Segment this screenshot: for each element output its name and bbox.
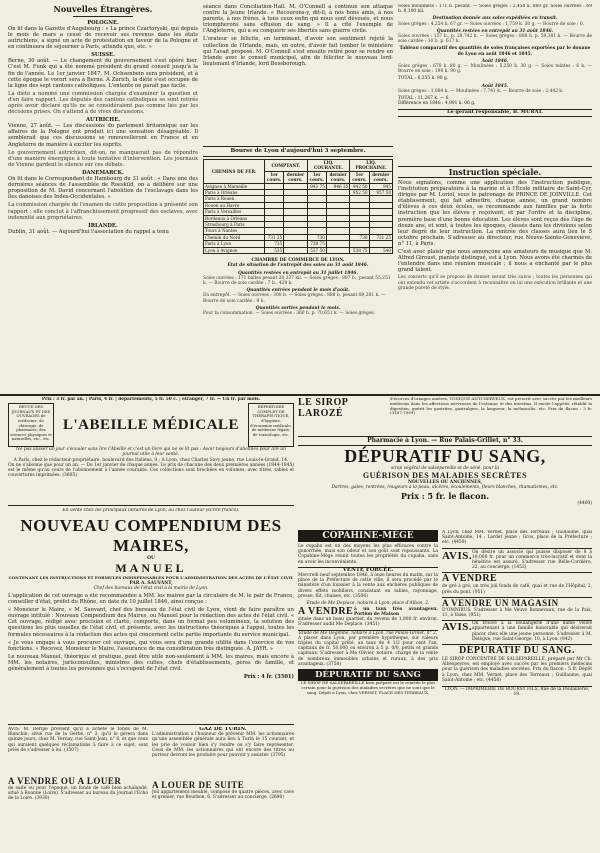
bourse-block	[203, 146, 393, 392]
compendium-text3: « Je vous engage à vous procurer cet ouvrage, qui vous sera d'une grande utilité dans l'exercice de vos fonctions. « Recevez, Monsieur le Maire, l'assurance de ma considération très distinguée. A. JAYR. »	[8, 639, 294, 652]
bourse-cell: 942 50	[350, 183, 369, 189]
vendre-louer-ad	[8, 776, 148, 846]
louer-suite-title: A LOUER DE SUITE	[152, 780, 245, 790]
compendium-ou: OU	[147, 556, 155, 562]
deripe-text: AVIS. M. Deripe prévient qu'il a acheté le fonds de M. Blanchin, situé rue de la Gerbe, n° 3, qu'il le gérera dans quinze jours, chez M. Vernay, rue Saint-Jean, n° 6, et que ceux qui auraient quelques réclamations à faire à ce sujet, sont priés de s'adresser à lui. (1507)	[8, 727, 148, 753]
section-text: On lit dans la Gazette d'Augsbourg : « La prince Czartoryski, qui depuis le mois de mars a cessé de recevoir ses revenus dans les états autrichiens, a signé un acte de protestation en faveur de la Pologne et en continuera de séjourner à Paris, attendu que, etc. »	[8, 25, 198, 51]
abeille-footer: On ne s'abonne que pour un an. — Du 1er janvier de chaque année. Le prix de chacune des deux premières années (1844-1845) est le même qu'au cours de l'abonnement à l'année courante. Ces collections sont brochées en volumes, avec titres, tables et couvertures imprimées. (3605)	[8, 462, 294, 479]
sub-head: 1er cours.	[307, 171, 326, 183]
depuratif-sub: sirop végétal de salsepareille et de séné, pour la	[391, 466, 499, 471]
vente-title: VENTE FORCÉE.	[298, 567, 438, 573]
year-1846: Août 1846.	[481, 58, 509, 64]
bourse-cell: 738 75	[307, 241, 326, 247]
instruction-text-2: C'est avec plaisir que nous annonçons aux amateurs de musique que M. Alfred Giroust, pianiste distingué, est à Lyon. Nous avons été charmés de l'entendre dans une réunion musicale ; il nous a enchanté par le plus grand talent.	[398, 249, 592, 274]
col-head-chemins: CHEMINS DE FER.	[204, 160, 265, 184]
bourse-row-name: Bordeaux à Orléans	[204, 215, 265, 221]
section-text: Le gouvernement autrichien, dit-on, ne manquerait pas de répondre d'une manière énergique à toute tentative d'intervention. Les journaux de Vienne gardent le silence sur ces débats.	[8, 149, 198, 168]
section-text: On lit dans le Correspondant de Hambourg du 31 août : « Dans une des dernières séances de l'assemblée de Roeskild, on a délibéré sur une proposition de M. David concernant l'abolition de l'esclavage dans les îles danoises des Indes-Occidentales. »	[8, 176, 198, 201]
abeille-left-box: REVUE DES JOURNAUX ET DES OUVRAGES de médecine, de chirurgie, de pharmacie, des sciences physiques et naturelles, etc., etc.	[8, 403, 54, 447]
sub-head: 1er cours.	[265, 171, 284, 183]
bourse-row	[204, 247, 393, 253]
bourse-cell: 730	[350, 234, 369, 240]
silk-destination-title: Destination donnée aux soies expédiées en transit.	[432, 16, 558, 22]
difference: Différence en 1846 : 4,991 k. 06 g.	[398, 101, 476, 107]
abeille-title: L'ABEILLE MÉDICALE	[62, 417, 240, 434]
bourse-row-name: Paris à Lyon	[204, 241, 265, 247]
copahine-title: COPAHINE-MÈGE	[298, 530, 438, 542]
depuratif-ref: (4460)	[577, 500, 592, 506]
silk-lines: Soies mouliness : 171 b. pesant. — Soies grèges : 2,458 k. 880 gr. Soies ouvrées : 69 b. 8,100 kil.	[398, 4, 592, 15]
copahine-column	[298, 530, 438, 846]
vendre-text: située dans un beau quartier, du revenu de 1,800 fr. environ. S'adresser audit Me Deplace. (3451)	[298, 617, 438, 628]
compendium-ad	[8, 508, 294, 722]
bourse-row-name: Tours à Nantes	[204, 228, 265, 234]
instruction-column	[398, 166, 592, 392]
bourse-row-name: Avignon à Marseille	[204, 183, 265, 189]
avis2-title: AVIS.	[442, 621, 473, 634]
depuratif-sub3: NOUVELLES OU ANCIENNES,	[407, 480, 483, 486]
silk-filler: Soies grèges : 4,254 k. 67 gr. — Soies ouvrées : 1,759 k. 30 g. — Bourre de soie : 0.	[398, 21, 585, 27]
bourse-cell: 538 75	[350, 247, 369, 253]
ireland-text: séance dans Conciliation-Hall. M. O'Connell a continué son attaque contre la Jeune Irlande. « Recourons-y, dit-il, à nos bons amis, à nos parents, à nos frères, à tous ceux enfin qui nous sont dévoués, et nous triompherons sans effusion de sang. » Il a cité l'exemple de l'Angleterre, qui a su conquérir ses libertés sans guerre civile.	[203, 4, 393, 35]
louer-suite-ad	[152, 780, 294, 846]
depuratif-text: Dartres, gales, rentrées, rougeurs à la peau, ulcères, écoulements, fleurs blanches, rhumatismes, etc.	[331, 485, 559, 491]
depuratif-sub2: GUÉRISON DES MALADIES SECRÈTES	[362, 471, 528, 481]
depuratif-pharmacie: Pharmacie à Lyon. — Rue Palais-Grillet, n° 33.	[298, 436, 592, 446]
abeille-top-line: Prix : 3 fr. par an. | Paris, 4 fr. | départements, 5 fr. 50 c. ; étranger, 7 fr. — Un fr. par mois.	[41, 397, 261, 402]
bourse-filler: Pour la consommation. — Soies ouvrées : 360 b. p. 70,651 k. — Soies grèges.	[203, 310, 376, 316]
vendre1-title: A VENDRE	[442, 573, 498, 585]
vendre-louer-title: A VENDRE OU A LOUER	[8, 776, 122, 786]
abeille-address: A Paris, chez le rédacteur-propriétaire, boulevard des Italiens, 9 ; A Lyon, chez Charles Savy jeune, rue Louis-le-Grand, 14.	[13, 457, 289, 463]
bourse-cell: 943 75	[307, 183, 326, 189]
bourse-table-body	[204, 183, 393, 253]
etude-degimbe: Étude de Me Dégimbe, notaire à Lyon, rue Palais-Grillet, n° 2.	[298, 630, 438, 636]
col-head-liq-courante: LIQ. COURANTE.	[307, 160, 350, 172]
depuratif-2-title: DÉPURATIF DU SANG	[298, 669, 438, 681]
silk-filler: Soies ouvrées : 157 b., p. 28,742 k. — Soies grèges : 888 b. p. 59,381 k. — Bourre de soie cardée : 10 b. p. 617 k.	[398, 34, 592, 45]
laroze-ad	[298, 397, 592, 433]
compendium-author2: Chef des bureaux de l'état civil à la mairie de Lyon.	[93, 585, 209, 591]
bourse-caption: CHAMBRE DE COMMERCE DE LYON.	[251, 258, 345, 264]
compendium-price: Prix : 4 fr. (3501)	[243, 674, 294, 681]
compendium-manuel: MANUEL	[115, 561, 187, 576]
bourse-note-4: Quantités sorties pendant le mois.	[255, 305, 341, 311]
section-head: SUISSE.	[91, 52, 115, 59]
col-head-comptant: COMPTANT.	[265, 160, 308, 172]
compendium-desc: CONTENANT LES INSTRUCTIONS ET FORMULES INDISPENSABLES POUR L'ADMINISTRATION DES ACTES DE L'ÉTAT CIVIL	[8, 575, 294, 581]
compendium-text4: Le nouveau Manuel, théorique et pratique, peut être utile non-seulement à MM. les maires, mais encore à MM. les notaires, jurisconsultes, ministres des cultes, chefs d'établissements, pères de famille, et généralement à toutes les personnes qui s'occupent de l'état civil.	[8, 653, 294, 673]
section-text: Vienne, 27 août. — Les discussions du parlement britannique sur les affaires de la Pologne ont produit ici une sensation désagréable. Il semblerait que ces discussions se renouvelleront en France et en Angleterre de manière à exciter les esprits.	[8, 123, 198, 148]
year-1845: Août 1845.	[481, 83, 509, 89]
avis1-title: AVIS.	[442, 549, 473, 562]
divider	[0, 394, 600, 396]
vente-text: Mercredi neuf septembre 1846, à onze heures du matin, sur la place de la Préfecture de cette ville, il sera procédé par le ministère d'un huissier à la vente aux enchères publiques de divers effets mobiliers, consistant en tables, rayonnage, presse, fût, chaises, etc. (3506)	[298, 573, 438, 599]
bourse-cell: 735	[265, 241, 284, 247]
silk-stats-column	[398, 4, 592, 162]
silk-filler: Soies grèges : 1,084 k. — Moulinées : 7,741 k. — Bourre de soie : 2,442 k.	[398, 88, 564, 94]
laroze-title: LE SIROP LAROZÉ	[298, 397, 348, 419]
bourse-row-name: Chemin du Nord	[204, 234, 265, 240]
bourse-cell: 945	[369, 183, 392, 189]
louer-suite-text: Joli appartement meublé, composé de quatre pièces, avec cave et grenier, rue Bourbon, 6. S'adresser au concierge. (2690)	[152, 790, 294, 801]
divider	[8, 724, 294, 725]
section-text: La diète a nommé une commission chargée d'examiner la question et d'en faire rapport. Les députés des cantons catholiques se sont retirés après avoir déclaré qu'ils ne se considéraient pas comme liés par les décisions prises. On s'attend à de vives discussions.	[8, 90, 198, 116]
sub-head: dernier cours.	[369, 171, 392, 183]
omnibus-title: A VENDRE UN MAGASIN	[442, 597, 559, 608]
bourse-note-3: Quantités entrées pendant le mois d'août.	[246, 288, 350, 294]
abeille-right-box: RÉPERTOIRE COMPLET DE THÉRAPEUTIQUE, d'hygiène, d'économie médicale, de médecine légale, de toxicologie, etc.	[248, 403, 294, 447]
avis2-text: On trouve à la boulangerie d'une dame veuve appartenant à une famille honorable qui désirerait placer chez elle une jeune personne. S'adresser à M. Delègue, rue Saint-George, 10, à Lyon. (942)	[472, 621, 592, 642]
bourse-cell: 730	[307, 234, 326, 240]
compendium-title: NOUVEAU COMPENDIUM DES MAIRES,	[20, 516, 282, 556]
bourse-note: État de situation de l'entrepôt des soies au 31 août 1846.	[227, 263, 369, 269]
bourse-cell	[284, 247, 307, 253]
foreign-news-title: Nouvelles Étrangères.	[53, 4, 153, 14]
vendre-title: A VENDRE	[298, 606, 354, 618]
bourse-cell	[326, 247, 349, 253]
omnibus-text: D'OMNIBUS. S'adresser à Me Veuve Bonnevaux, rue de la Paix, 11, à Vaise. (951)	[442, 607, 592, 619]
sub-head: dernier cours.	[284, 171, 307, 183]
compendium-text2: « Monsieur le Maire, « M. Sauvant, chef des bureaux de l'état civil de Lyon, vient de faire paraître un ouvrage intitulé : Nouveau Compendium des Maires, ou Manuel pour la rédaction des actes de l'état civil. « Cet ouvrage, rédigé avec précision et clarté, comporte, dans un format peu volumineux, la solution des questions les plus usuelles de l'état civil, et présente, avec les instructions théoriques à l'appui, toutes les formules nécessaires à la rédaction des actes qui concernent cette partie importante du service municipal.	[8, 607, 294, 638]
depuratif-price: Prix : 5 fr. le flacon.	[400, 490, 490, 501]
vendre-sub: à un taux très avantageux. Portion de Maison	[354, 606, 438, 617]
bourse-cell: 946 25	[326, 183, 349, 189]
bourse-row-name: Lyon à Avignon	[204, 247, 265, 253]
depuratif-3-text: LE SIROP CONCENTRÉ DE SALSEPAREILLE, préparé par Mr Ch. Albespeyres, est employé avec succès par les premiers médecins pour la guérison des maladies secrètes. Prix du flacon : 5 fr. Dépôt à Lyon, chez MM. Vernet, place des Terreaux ; Guillaume, quai Saint-Antoine ; etc. (4458)	[442, 657, 592, 683]
section-head: IRLANDE.	[88, 222, 118, 229]
bourse-row-name: Strasbourg à Paris	[204, 222, 265, 228]
section-text: La commission chargée de l'examen de cette proposition a présenté son rapport ; elle conclut à l'affranchissement progressif des esclaves, avec indemnité aux propriétaires.	[8, 202, 198, 221]
rb-top: A Lyon, chez MM. Vernet, place des Terreaux ; Guillaume, quai Saint-Antoine, 14 ; Lardet jeune ; Gros, place de la Préfecture ; etc. (4459)	[442, 530, 592, 546]
bourse-cell: 731 25	[369, 234, 392, 240]
silk-table-title: Tableau comparatif des quantités de soies françaises exportées par le douane de Lyon en août 1846 et 1845.	[399, 46, 591, 57]
compendium-small: En vente chez les principaux libraires de Lyon, au chez l'auteur (écrire franco).	[62, 508, 240, 513]
depuratif-ad	[298, 436, 592, 526]
bourse-cell: 731 25	[265, 234, 284, 240]
bourse-filler: Soies ouvrées : 171 balles pesant 28,337 kil. — Soies grèges : 887 b., pesant 55,251 k. — Bourre de soie cardée : 7 b., 429 k.	[203, 275, 391, 286]
printer: LYON. — IMPRIMERIE DE BOURSY FILS, Rue de la Poulaillerie, 19.	[442, 686, 592, 697]
bourse-cell: 537 50	[307, 247, 326, 253]
depuratif-title: DÉPURATIF DU SANG,	[344, 446, 546, 466]
deripe-ad	[8, 727, 148, 773]
bourse-row-name: Paris à Orléans	[204, 190, 265, 196]
compendium-author: PAR A. SAUVANT,	[129, 580, 173, 586]
etude-degimbe-text: A placer dans Lyon, par première hypothèque, sur valeurs triples du capital prêté, au taux de 4 1/2 pour cent l'an, capitaux de fr. 50,000 ou environ à 5 p. 0/0, petits et grands capitaux. S'adresser à Me Olivier, notaire, chargé de la vente de nombreux immeubles urbains et ruraux, à des prix avantageux. (3758)	[298, 635, 438, 667]
silk-remaining-title: Quantités restées en entrepôt au 31 août 1846.	[436, 28, 554, 34]
ireland-text-2: L'orateur se félicite, en terminant, d'avoir son sentiment rejeté la collection de l'Irlande, mais, en outre, d'avoir fait tomber le ministère qui l'avait proposé. M. O'Connell s'est ensuite retiré pour se rendre en Irlande avec le conseil municipal, afin de féliciter le nouveau lord-lieutenant d'Irlande, lord Bessborough.	[203, 36, 393, 67]
instruction-text: Nous signalons, comme une application des l'instruction publique, l'institution préparatoire à la marine et à l'École militaire de Saint-Cyr, dirigée par M. Loriol, sous le patronage de PRINCE DE JOINVILLE. Cet établissement, qui fait admettre, chaque année, un grand nombre d'élèves à ces deux écoles, se recommande aux familles par la forte instruction que les élèves y reçoivent, et par l'ordre et la discipline, première base d'une bonne éducation. Les élèves sont reçus dès l'âge de douze ans, et sont, à toutes les époques, classés dans les divisions selon leur degré de leur instruction. La rentrée des classes aura lieu le 5 octobre prochain. S'adresser au directeur, rue Neuve-Sainte-Geneviève, n° 11, à Paris.	[398, 180, 592, 247]
foreign-news-column	[8, 4, 198, 392]
vendre1-text: de gré à gré, un très joli fonds de café, quai et rue de l'Hôpital, 2, près du pont. (951)	[442, 584, 592, 595]
ireland-news-column	[203, 4, 393, 142]
abeille-slogan: Ne pas laisser un jour s'écouler sans lire l'Abeille et c'est un livre qui ne se lit pas : Avoir toujours d'abonnés pour lire un journal utile à leur santé.	[16, 447, 286, 458]
bourse-row-name: Paris à Rouen	[204, 196, 265, 202]
sub-head: 1er cours.	[350, 171, 369, 183]
section-head: DANEMARCK.	[82, 169, 124, 176]
etude-deplace: Étude de Me Deplace, notaire à Lyon, place d'Albon, 2.	[306, 601, 430, 607]
avis1-text: On désire un associé qui puisse disposer de 8 à 10,000 fr. pour un commerce très-lucratif et dont la bénéfice est assuré. S'adresser rue Belle-Cordière, 22, au concierge. (1452)	[472, 549, 592, 571]
bourse-cell: 952 50	[350, 190, 369, 196]
total-1846: TOTAL : 6,255 k. 90 g.	[398, 76, 449, 82]
sub-head: dernier cours.	[326, 171, 349, 183]
depuratif-3-title: DÉPURATIF DU SANG.	[459, 645, 575, 657]
bourse-row-name: Rouen au Havre	[204, 202, 265, 208]
copahine-text: Le copahu est un des moyens les plus efficaces contre la gonorrhée, mais son odeur et son goût sont repoussants. La Copahine-Mège réunit toutes les propriétés du copahu, sans en avoir les inconvénients.	[298, 544, 438, 565]
bourse-cell: 535	[265, 247, 284, 253]
bourse-cell: 540	[369, 247, 392, 253]
section-text: Dublin, 31 août. — Aujourd'hui l'association du rappel a tenu	[8, 228, 169, 235]
right-bottom-column	[442, 530, 592, 846]
section-text: Berne, 30 août. — Le changement du gouvernement s'est opéré hier. C'est M. Funk qui a été nommé président du grand conseil jusqu'à la fin de l'année. Le 1er janvier 1847, M. Ochsenbein sera président, et à cette époque le vorort sera à Berne. A Zurich, la diète s'est occupée de la ligne des sept cantons catholiques. L'entente ne paraît pas facile.	[8, 58, 198, 89]
depuratif-2-text: LE SIROP DE SALSEPAREILLE bien préparé est le remède le plus certain pour la guérison des maladies secrètes que ne sont que le sang. Dépôt à Lyon, chez VERNET, PLACE DES TERREAUX.	[300, 680, 436, 695]
abeille-ad	[8, 397, 294, 502]
instruction-filler: Les concerts qu'il se propose de donner seront très suivis ; toutes les personnes qui ont entendu cet artiste s'accordent à reconnaître en lui une exécution brillante et une grande pureté de style.	[398, 275, 592, 291]
bourse-table	[203, 159, 393, 254]
section-head: POLOGNE.	[87, 19, 119, 26]
total-1845: TOTAL : 11,267 k. — 6.	[398, 96, 450, 102]
col-head-liq-prochaine: LIQ. PROCHAINE.	[350, 160, 393, 172]
bourse-cell: 957 50	[369, 190, 392, 196]
silk-filler: Soies grèges : 678 k. 80 g. — Moulinées : 5,250 k. 30 g. — Soies teintes : 6 k. — Bourre en soie : 190 k. 90 g.	[398, 64, 592, 75]
instruction-title: Instruction spéciale.	[398, 166, 592, 178]
gaz-ad	[152, 727, 294, 777]
bourse-filler: En entrepôt. — Soies ouvrées : 300 b. — Soies grèges : 888 b. pesant 89,281 k. — Bourre de soie cardée : 9 b.	[203, 293, 386, 304]
vendre-louer-text: de suite ou pour l'époque, un fonds de café bien achalandé, situé à Roanne (Loire). S'adresser au bureau du journal l'Écho de la Loire. (3930)	[8, 786, 148, 802]
divider	[8, 505, 294, 506]
bourse-note-2: Quantités restées en entrepôt au 31 juillet 1846.	[237, 270, 359, 276]
section-head: AUTRICHE.	[86, 117, 120, 124]
laroze-text: d'écorces d'oranges amères, TONIQUE-ANTI-NERVEUX, est prescrit avec succès par les meilleurs médecins dans les affections nerveuses de l'estomac et des intestins. Il excite l'appétit, rétablit la digestion, guérit les gastrites, gastralgies, la langueur, la mélancolie, etc. Prix du flacon : 3 fr. (3187-7999)	[390, 397, 592, 416]
gaz-text: L'administration a l'honneur de prévenir MM. les actionnaires qu'une assemblée générale aura lieu à Turin le 15 courant, et les prie de vouloir bien s'y rendre ou s'y faire représenter. Ceux de MM. les actionnaires qui ont encore des titres au porteur devront les produire pour pouvoir y assister. (3795)	[152, 732, 294, 759]
compendium-text: L'application de cet ouvrage a été recommandée à MM. les maires par la circulaire de M. le pair de France, conseiller d'état, préfet du Rhône, en date du 10 juillet 1846, ainsi conçue :	[8, 593, 294, 606]
gerant: Le gérant responsable, B. MURAT.	[398, 109, 592, 116]
gaz-title: GAZ DE TURIN.	[199, 727, 247, 732]
bourse-title: Bourse de Lyon d'aujourd'hui 3 septembre.	[203, 146, 393, 157]
bourse-row-name: Paris à Versailles	[204, 209, 265, 215]
